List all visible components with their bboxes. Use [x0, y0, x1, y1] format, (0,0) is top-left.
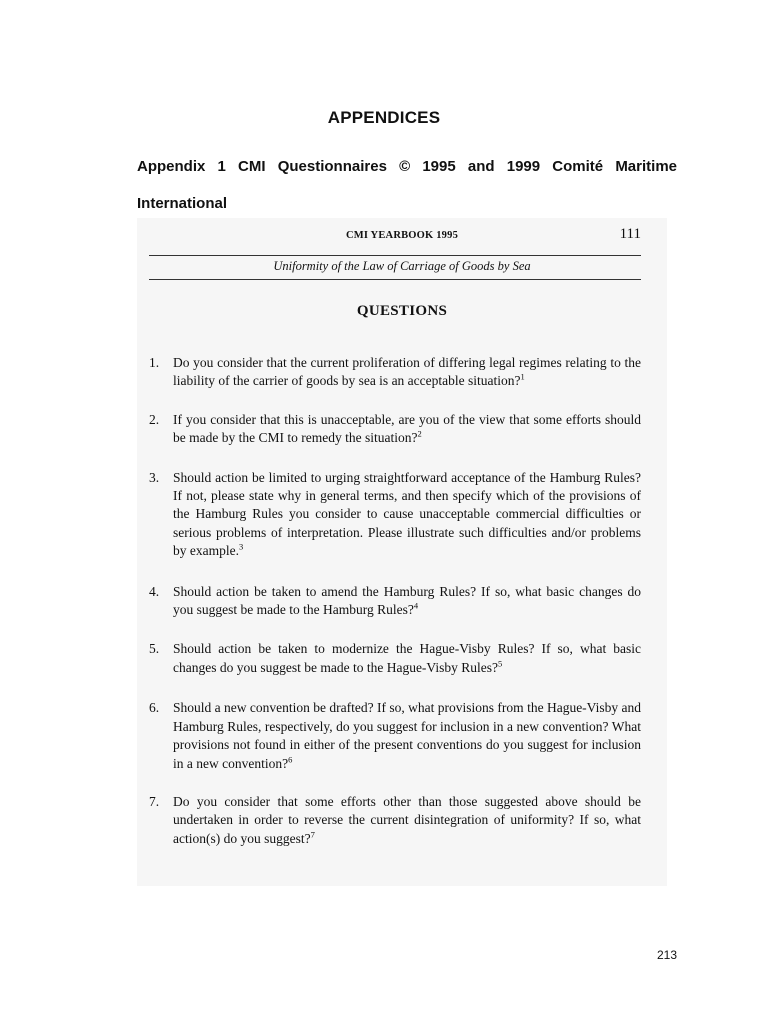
page-heading: APPENDICES — [327, 108, 441, 127]
question-item — [149, 469, 641, 561]
folio-number: 111 — [619, 226, 641, 242]
question-text: Should action be taken to amend the Hamburg Rules? If so, what basic changes do you suggest be made to the Hamburg Rules? — [173, 583, 641, 618]
question-number: 1. — [149, 355, 160, 370]
question-number: 2. — [149, 411, 160, 427]
question-number: 6. — [149, 700, 160, 716]
footnote-ref: 6 — [288, 754, 293, 764]
question-number: 4. — [149, 583, 160, 599]
question-text: Do you consider that the current proliferation of differing legal regimes relating to the liability of the carrier of goods by sea is an acceptable situation? — [173, 355, 641, 389]
section-title: QUESTIONS — [356, 303, 448, 319]
question-text: If you consider that this is unacceptable, are you of the view that some efforts should be made by the CMI to remedy the situation? — [173, 411, 641, 446]
question-text: Should action be taken to modernize the Hague-Visby Rules? If so, what basic changes do you suggest be made to the Hague-Visby Rules? — [173, 641, 641, 675]
question-item — [149, 411, 641, 448]
page-number: 213 — [656, 948, 677, 962]
question-item — [149, 583, 641, 620]
question-number: 3. — [149, 469, 160, 485]
footnote-ref: 2 — [417, 428, 422, 439]
question-text: Should action be limited to urging straightforward acceptance of the Hamburg Rules? If not, please state why in general terms, and then specify which of the provisions of the Hamburg Rules you consider to cause unacceptable commercial difficulties or serious problems of interpretation. Please illustrate such difficulties and/or problems by example. — [173, 469, 641, 559]
header-rule-top — [149, 255, 641, 256]
question-item — [149, 640, 641, 677]
question-item — [149, 699, 641, 773]
footnote-ref: 5 — [498, 658, 503, 669]
footnote-ref: 1 — [520, 371, 525, 382]
running-head: CMI YEARBOOK 1995 — [345, 230, 459, 241]
header-rule-bottom — [149, 279, 641, 280]
question-item — [149, 793, 641, 848]
scan-subtitle: Uniformity of the Law of Carriage of Goods by Sea — [273, 259, 531, 273]
question-text: Should a new convention be drafted? If so, what provisions from the Hague-Visby and Hamburg Rules, respectively, do you suggest for inclusion in a new convention? What provisions not found in either of the present conventions do you suggest for inclusion in a new convention? — [173, 700, 641, 771]
question-item — [149, 354, 641, 391]
question-list — [149, 354, 641, 848]
footnote-ref: 3 — [238, 541, 244, 552]
question-number: 5. — [149, 641, 160, 657]
question-number: 7. — [149, 793, 160, 809]
footnote-ref: 7 — [310, 829, 315, 840]
footnote-ref: 4 — [413, 600, 419, 611]
scanned-page-image — [137, 218, 667, 886]
appendix-title: Appendix 1 CMI Questionnaires © 1995 and 1999 Comité Maritime International — [137, 158, 677, 212]
question-text: Do you consider that some efforts other than those suggested above should be undertaken in order to reverse the current disintegration of uniformity? If so, what action(s) do you suggest? — [173, 793, 641, 846]
